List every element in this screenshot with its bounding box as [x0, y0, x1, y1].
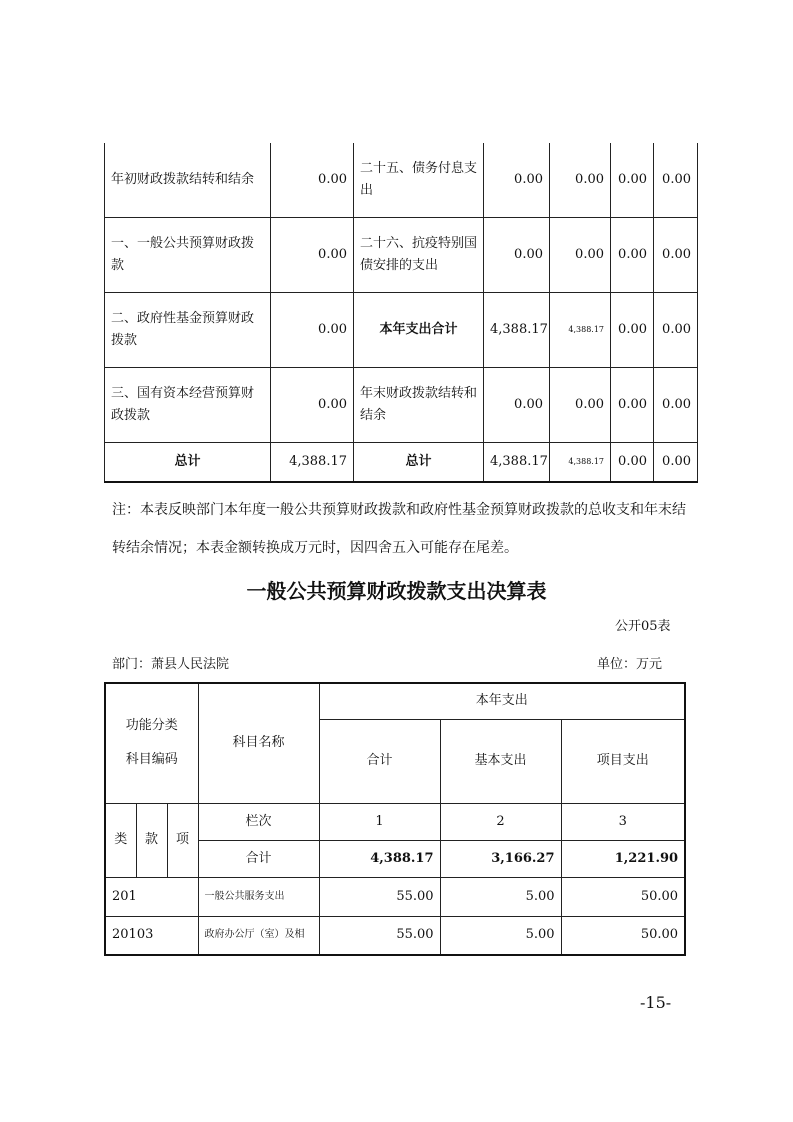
header-xiang: 项 — [167, 803, 198, 877]
expense-table — [104, 682, 686, 956]
sum-label: 合计 — [198, 840, 319, 877]
row-value: 0.00 — [271, 218, 354, 293]
row-label: 二十六、抗疫特别国债安排的支出 — [354, 218, 484, 293]
cell: 4,388.17 — [484, 443, 550, 483]
cell: 0.00 — [484, 218, 550, 293]
cell: 0.00 — [654, 143, 698, 218]
row-project: 50.00 — [561, 877, 685, 916]
table-row — [105, 877, 685, 916]
cell: 0.00 — [654, 443, 698, 483]
row-total: 55.00 — [319, 877, 440, 916]
row-code: 20103 — [105, 916, 198, 955]
row-label: 一、一般公共预算财政拨款 — [105, 218, 271, 293]
row-label: 本年支出合计 — [354, 293, 484, 368]
summary-table — [104, 143, 698, 483]
page-title: 一般公共预算财政拨款支出决算表 — [246, 579, 547, 603]
table-code: 公开05表 — [615, 619, 671, 634]
header-basic: 基本支出 — [440, 719, 561, 803]
header-project: 项目支出 — [561, 719, 685, 803]
total-row — [105, 443, 698, 483]
sum-project: 1,221.90 — [561, 840, 685, 877]
header-name: 科目名称 — [198, 683, 319, 803]
table-row — [105, 293, 698, 368]
table-row — [105, 916, 685, 955]
total-label: 总计 — [354, 443, 484, 483]
header-year: 本年支出 — [319, 683, 685, 719]
cell: 0.00 — [611, 293, 654, 368]
cell: 0.00 — [484, 143, 550, 218]
row-value: 0.00 — [271, 368, 354, 443]
header-func — [105, 683, 198, 803]
sum-total: 4,388.17 — [319, 840, 440, 877]
row-project: 50.00 — [561, 916, 685, 955]
table-row — [105, 683, 685, 719]
cell: 0.00 — [611, 443, 654, 483]
page-number: -15- — [640, 993, 672, 1012]
cell: 4,388.17 — [550, 443, 611, 483]
cell: 0.00 — [654, 218, 698, 293]
header-total: 合计 — [319, 719, 440, 803]
row-value: 0.00 — [271, 143, 354, 218]
table-row — [105, 143, 698, 218]
cell: 0.00 — [550, 143, 611, 218]
table-row — [105, 368, 698, 443]
department: 部门：萧县人民法院 — [112, 657, 230, 672]
cell: 0.00 — [550, 368, 611, 443]
header-lei: 类 — [105, 803, 136, 877]
cell: 0.00 — [611, 368, 654, 443]
header-col: 栏次 — [198, 803, 319, 840]
row-label: 年初财政拨款结转和结余 — [105, 143, 271, 218]
row-code: 201 — [105, 877, 198, 916]
header-func-label: 功能分类 — [125, 718, 178, 734]
note-line: 转结余情况；本表金额转换成万元时，因四舍五入可能存在尾差。 — [112, 540, 518, 556]
unit: 单位：万元 — [597, 657, 663, 672]
cell: 4,388.17 — [484, 293, 550, 368]
note-line: 注：本表反映部门本年度一般公共预算财政拨款和政府性基金预算财政拨款的总收支和年末结 — [112, 502, 686, 518]
cell: 4,388.17 — [550, 293, 611, 368]
col-index: 3 — [561, 803, 685, 840]
sum-basic: 3,166.27 — [440, 840, 561, 877]
row-label: 二、政府性基金预算财政拨款 — [105, 293, 271, 368]
table-row — [105, 218, 698, 293]
row-basic: 5.00 — [440, 877, 561, 916]
total-label: 总计 — [105, 443, 271, 483]
cell: 0.00 — [654, 368, 698, 443]
header-code-label: 科目编码 — [125, 752, 178, 768]
row-name: 政府办公厅（室）及相 — [198, 916, 319, 955]
row-value: 0.00 — [271, 293, 354, 368]
row-label: 年末财政拨款结转和结余 — [354, 368, 484, 443]
col-index: 2 — [440, 803, 561, 840]
table-row — [105, 803, 685, 840]
cell: 0.00 — [550, 218, 611, 293]
col-index: 1 — [319, 803, 440, 840]
row-basic: 5.00 — [440, 916, 561, 955]
row-label: 三、国有资本经营预算财政拨款 — [105, 368, 271, 443]
cell: 0.00 — [654, 293, 698, 368]
cell: 0.00 — [611, 143, 654, 218]
row-name: 一般公共服务支出 — [198, 877, 319, 916]
header-kuan: 款 — [136, 803, 167, 877]
total-value: 4,388.17 — [271, 443, 354, 483]
row-total: 55.00 — [319, 916, 440, 955]
cell: 0.00 — [484, 368, 550, 443]
row-label: 二十五、债务付息支出 — [354, 143, 484, 218]
cell: 0.00 — [611, 218, 654, 293]
